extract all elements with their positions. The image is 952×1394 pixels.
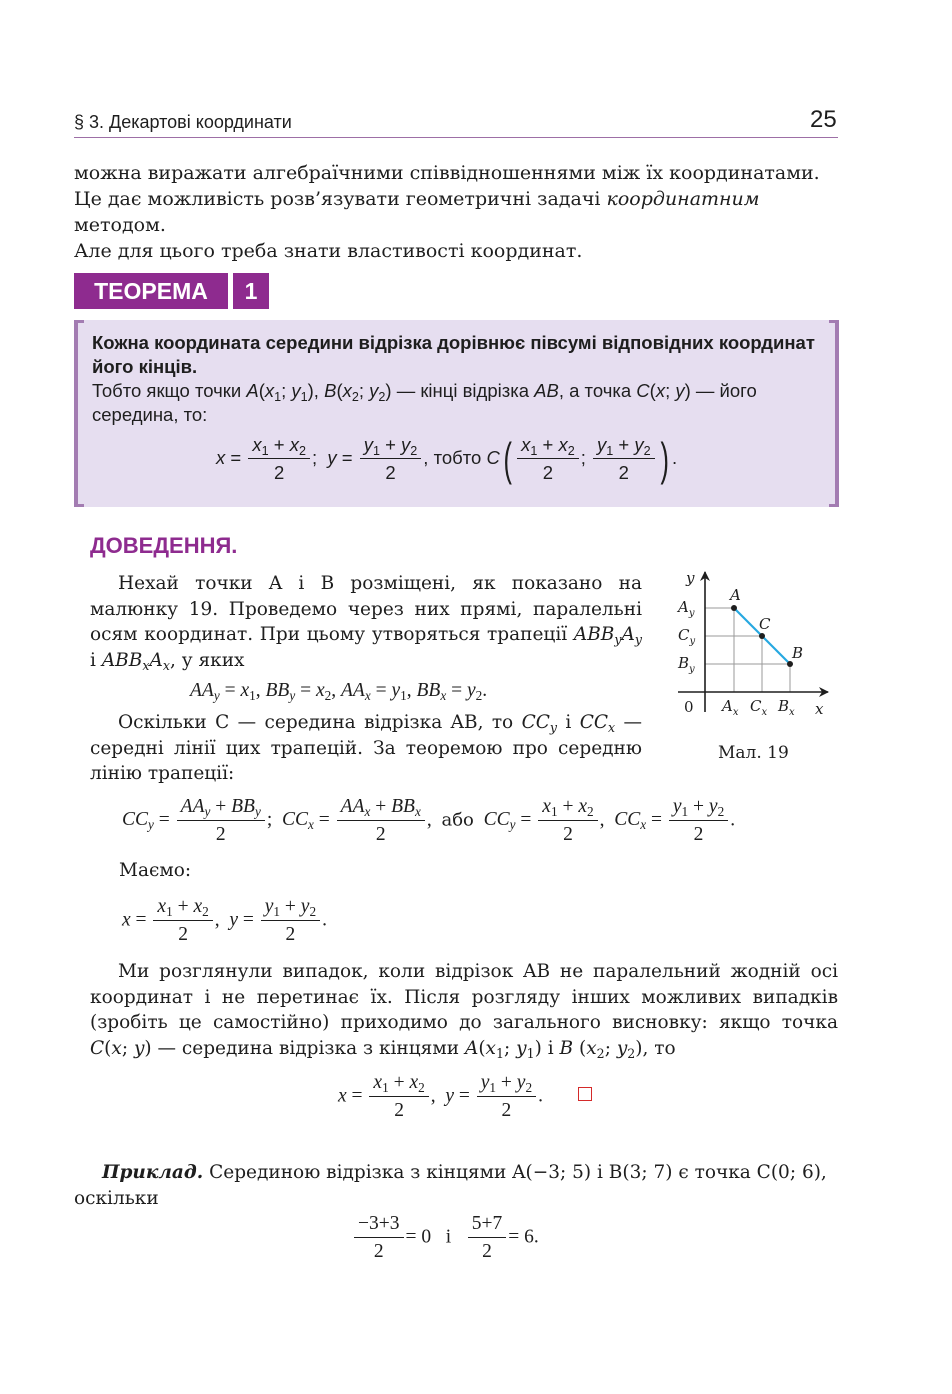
page-number: 25 [810,106,837,133]
label-Ay: $A_y$ [678,598,695,619]
proof-heading: ДОВЕДЕННЯ. [90,533,238,558]
intro-paragraph: можна виражати алгебраїчними співвідношеннями між їх координатами. Це дає можливість розв’язувати геометричні задачі координатним методом. Але для цього треба знати властивості координат. [74,162,820,262]
theorem-statement: Кожна координата середини відрізка дорівнює півсумі відповідних координат його кінців. [92,332,815,377]
midline-formulas: $CC_y$ = $\frac{AA_y + BB_y}{2}$ ; $CC_x$ = $\frac{AA_x + BB_x}{2}$ , або $CC_y$ = $\frac{x_1 + x_2}{2}$ , $CC_x$ = $\frac{y_1 + y_2}{2}$ . [122,796,736,845]
figure-caption: Мал. 19 [718,743,789,763]
proof-equalities: $AA_y = x_1$, $BB_y = x_2$, $AA_x = y_1$, $BB_x = y_2$. [190,680,488,703]
proof-paragraph-1: Нехай точки A і B розміщені, як показано на малюнку 19. Проведемо через них прямі, паралельні осям координат. При цьому утворяться трапеції $ABB_yA_y$ і $ABB_xA_x$, у яких [90,573,642,673]
proof-paragraph-2: Оскільки C — середина відрізка AB, то $CC_y$ і $CC_x$ — середні лінії цих трапецій. За теоремою про середню лінію трапеції: [90,712,643,784]
example-formula: $\frac{-3+3}{2}$ = 0 і $\frac{5+7}{2}$ = 6. [352,1213,539,1263]
figure-19 [670,566,842,722]
conclusion-formula: x = $\frac{x_1 + x_2}{2}$ , y = $\frac{y_1 + y_2}{2}$ . [338,1072,543,1121]
point-C [759,633,765,639]
theorem-label: ТЕОРЕМА [74,273,228,309]
label-Cy: $C_y$ [678,626,696,647]
point-A [731,605,737,611]
label-C: C [759,615,771,633]
label-Ax: $A_x$ [722,697,739,718]
theorem-formula: x = $\frac{x_1 + x_2}{2}$ ; y = $\frac{y_1 + y_2}{2}$ , тобто C( $\frac{x_1 + x_2}{2}$ ; $\frac{y_1 + y_2}{2}$ ) . [216,433,678,485]
label-By: $B_y$ [678,654,695,675]
label-A: A [730,586,741,604]
running-header: § 3. Декартові координати [74,112,292,132]
theorem-number: 1 [233,273,269,309]
label-Cx: $C_x$ [750,697,768,718]
header-rule [74,137,838,138]
proof-paragraph-3: Ми розглянули випадок, коли відрізок AB не паралельний жодній осі координат і не перетинає їх. Після розгляду інших можливих випадків (зробіть це самостійно) приходимо до загального висновку: якщо точка C(x; y) — середина відрізка з кінцями $A(x_1$; $y_1$) і B ($x_2$; $y_2$), то [90,961,838,1061]
example-paragraph: Приклад. Серединою відрізка з кінцями A(−3; 5) і B(3; 7) є точка C(0; 6), оскільки [74,1162,827,1209]
maemo-formula: x = $\frac{x_1 + x_2}{2}$ , y = $\frac{y_1 + y_2}{2}$ . [122,896,327,945]
label-origin: 0 [684,698,694,716]
maemo-text: Маємо: [119,860,192,881]
label-x-axis: x [815,700,824,718]
theorem-explanation: Тобто якщо точки $A(x_1$; $y_1$), $B(x_2$; $y_2$) — кінці відрізка AB, а точка C(x; y) — його середина, то: [92,380,757,425]
label-B: B [792,644,804,662]
label-y-axis: y [686,569,695,587]
qed-square [578,1087,592,1101]
label-Bx: $B_x$ [778,697,795,718]
